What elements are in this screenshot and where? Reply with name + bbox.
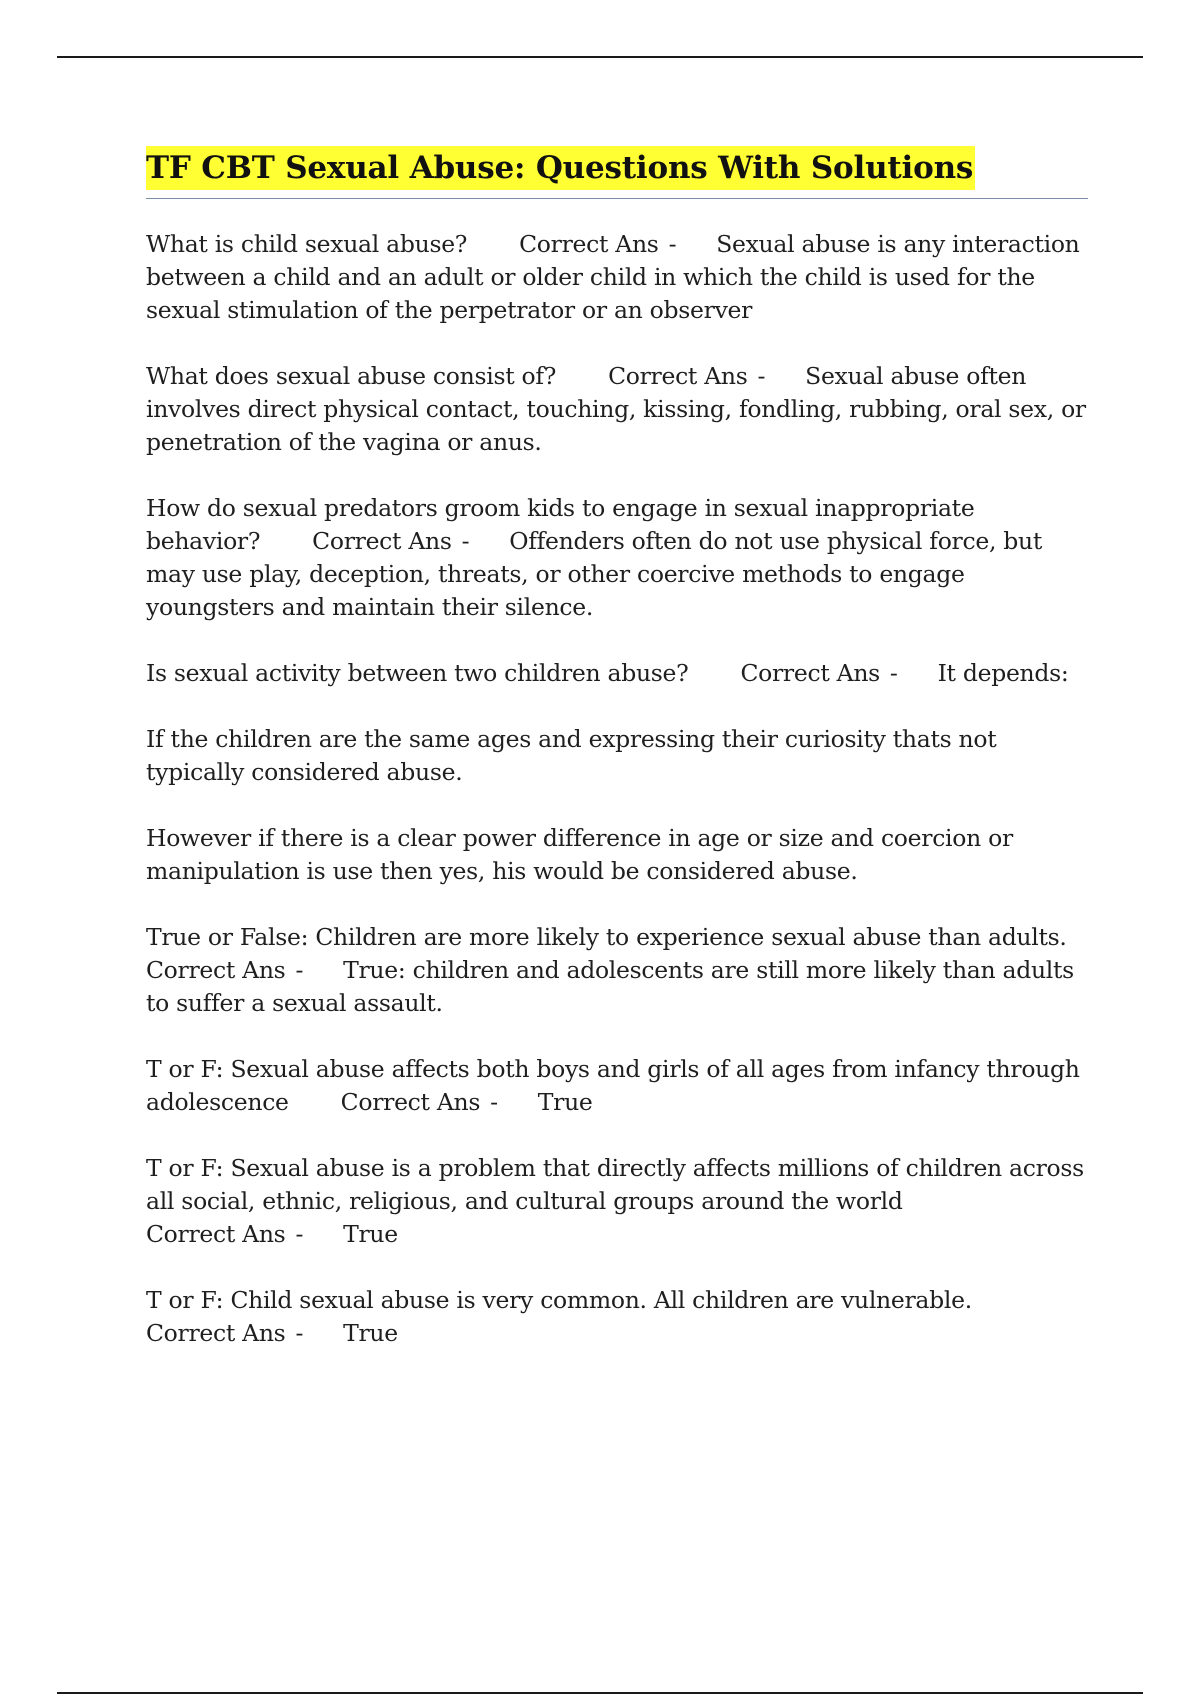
answer-text: True: children and adolescents are still more likely than adults to suffer a sexual assault. [146, 956, 1074, 1017]
answer-dash: - [757, 362, 766, 390]
answer-label: Correct Ans [312, 527, 452, 555]
question-text: How do sexual predators groom kids to engage in sexual inappropriate behavior? [146, 494, 975, 555]
answer-text: Sexual abuse is any interaction between a child and an adult or older child in which the child is used for the sexual stimulation of the perpetrator or an observer [146, 230, 1080, 324]
bottom-rule [57, 1692, 1143, 1694]
answer-text: True [343, 1220, 398, 1248]
answer-dash: - [668, 230, 677, 258]
qa-item [146, 1152, 1088, 1251]
answer-dash: - [295, 956, 304, 984]
answer-label: Correct Ans [340, 1088, 481, 1116]
answer-label: Correct Ans [519, 230, 659, 258]
answer-text: Sexual abuse often involves direct physical contact, touching, kissing, fondling, rubbing, oral sex, or penetration of the vagina or anus. [146, 362, 1086, 456]
qa-item [146, 657, 1088, 690]
answer-dash: - [295, 1319, 304, 1347]
answer-label: Correct Ans [146, 1220, 286, 1248]
qa-item [146, 921, 1088, 1020]
qa-item [146, 1053, 1088, 1119]
answer-text: Offenders often do not use physical force, but may use play, deception, threats, or other coercive methods to engage youngsters and maintain their silence. [146, 527, 1043, 621]
answer-dash: - [461, 527, 470, 555]
question-text: What is child sexual abuse? [146, 230, 468, 258]
question-text: T or F: Sexual abuse affects both boys and girls of all ages from infancy through adolescence [146, 1055, 1080, 1116]
document-title: TF CBT Sexual Abuse: Questions With Solutions [146, 146, 975, 190]
answer-dash: - [889, 659, 898, 687]
paragraph-same-ages: If the children are the same ages and expressing their curiosity thats not typically considered abuse. [146, 725, 997, 786]
question-text: Is sexual activity between two children abuse? [146, 659, 689, 687]
top-rule [57, 56, 1143, 58]
question-text: True or False: Children are more likely to experience sexual abuse than adults. [146, 923, 1067, 951]
qa-item [146, 492, 1088, 624]
question-text: What does sexual abuse consist of? [146, 362, 557, 390]
answer-text: It depends: [937, 659, 1069, 687]
answer-text: True [537, 1088, 593, 1116]
qa-item [146, 1284, 1088, 1350]
question-text: T or F: Sexual abuse is a problem that directly affects millions of children across all social, ethnic, religious, and cultural groups around the world [146, 1154, 1084, 1215]
answer-text: True [343, 1319, 398, 1347]
answer-label: Correct Ans [146, 1319, 286, 1347]
answer-label: Correct Ans [740, 659, 880, 687]
document-content [146, 146, 1088, 1383]
answer-label: Correct Ans [146, 956, 286, 984]
answer-dash: - [295, 1220, 304, 1248]
answer-dash: - [490, 1088, 498, 1116]
qa-item [146, 360, 1088, 459]
qa-item [146, 228, 1088, 327]
answer-label: Correct Ans [608, 362, 748, 390]
paragraph-power-difference: However if there is a clear power difference in age or size and coercion or manipulation is use then yes, his would be considered abuse. [146, 824, 1013, 885]
title-block [146, 146, 1088, 199]
question-text: T or F: Child sexual abuse is very common. All children are vulnerable. [146, 1286, 972, 1314]
